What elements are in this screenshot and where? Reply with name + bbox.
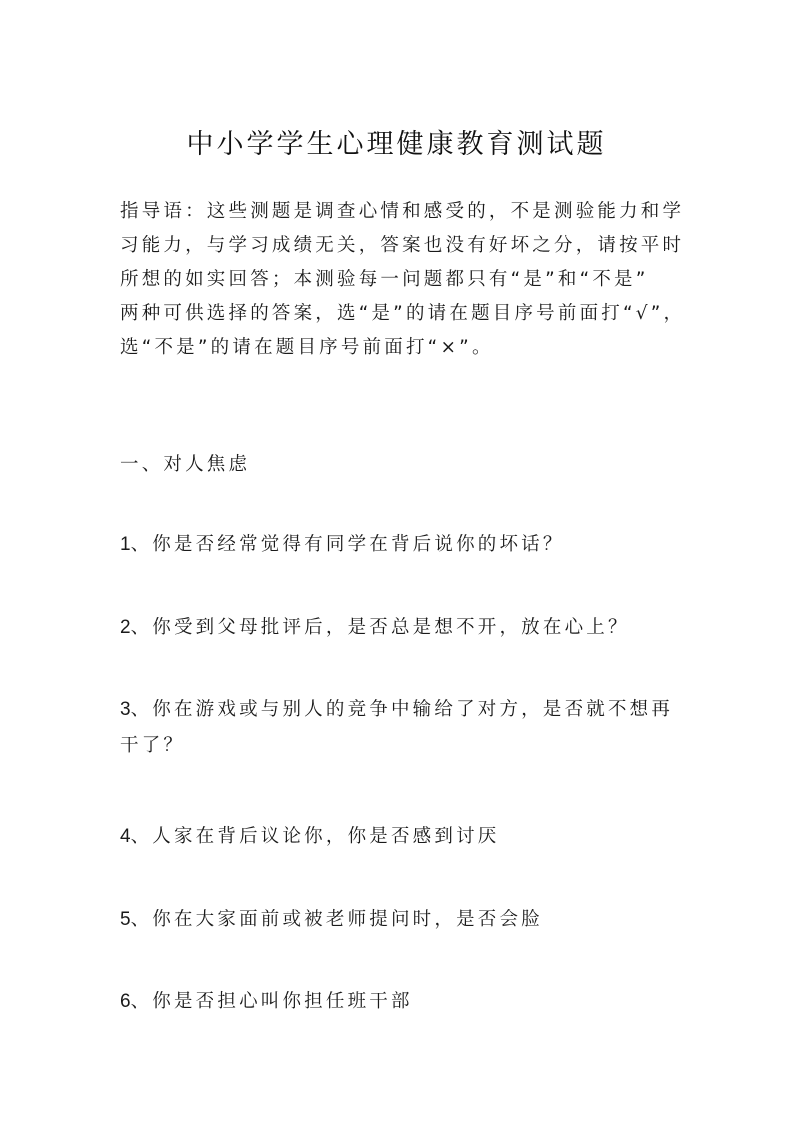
question-separator: 、 — [130, 534, 153, 555]
question-separator: 、 — [130, 699, 153, 720]
question-number: 6 — [120, 991, 131, 1012]
question-text: 你在大家面前或被老师提问时，是否会脸 — [152, 909, 543, 930]
question-separator: 、 — [130, 909, 153, 930]
instructions-line: 两种可供选择的答案，选“是”的请在题目序号前面打“√”， — [120, 303, 686, 324]
question-text: 你在游戏或与别人的竞争中输给了对方，是否就不想再 — [152, 699, 674, 720]
question-item — [120, 819, 676, 855]
instructions-line: 习能力，与学习成绩无关，答案也没有好坏之分，请按平时 — [120, 235, 685, 256]
question-item — [120, 610, 676, 646]
question-number: 4 — [120, 826, 131, 847]
question-separator: 、 — [130, 991, 153, 1012]
question-text: 你受到父母批评后，是否总是想不开，放在心上？ — [152, 617, 630, 638]
question-number: 2 — [120, 617, 131, 638]
question-separator: 、 — [130, 617, 153, 638]
question-number: 3 — [120, 699, 131, 720]
question-item — [120, 527, 676, 563]
document-title: 中小学学生心理健康教育测试题 — [186, 129, 607, 160]
question-item — [120, 692, 676, 764]
question-text: 你是否担心叫你担任班干部 — [152, 991, 413, 1012]
question-number: 5 — [120, 909, 131, 930]
question-text-continued: 干了？ — [120, 735, 186, 756]
instructions-line: 指导语：这些测题是调查心情和感受的，不是测验能力和学 — [120, 201, 685, 222]
question-text: 你是否经常觉得有同学在背后说你的坏话？ — [152, 534, 565, 555]
instructions-line: 所想的如实回答；本测验每一问题都只有“是”和“不是” — [120, 269, 649, 290]
section-heading: 一、对人焦虑 — [120, 454, 251, 475]
instructions-paragraph — [120, 195, 686, 365]
question-text: 人家在背后议论你，你是否感到讨厌 — [152, 826, 500, 847]
instructions-line: 选“不是”的请在题目序号前面打“×”。 — [120, 337, 494, 358]
question-item — [120, 902, 676, 938]
question-number: 1 — [120, 534, 131, 555]
question-separator: 、 — [130, 826, 153, 847]
question-item — [120, 984, 676, 1020]
